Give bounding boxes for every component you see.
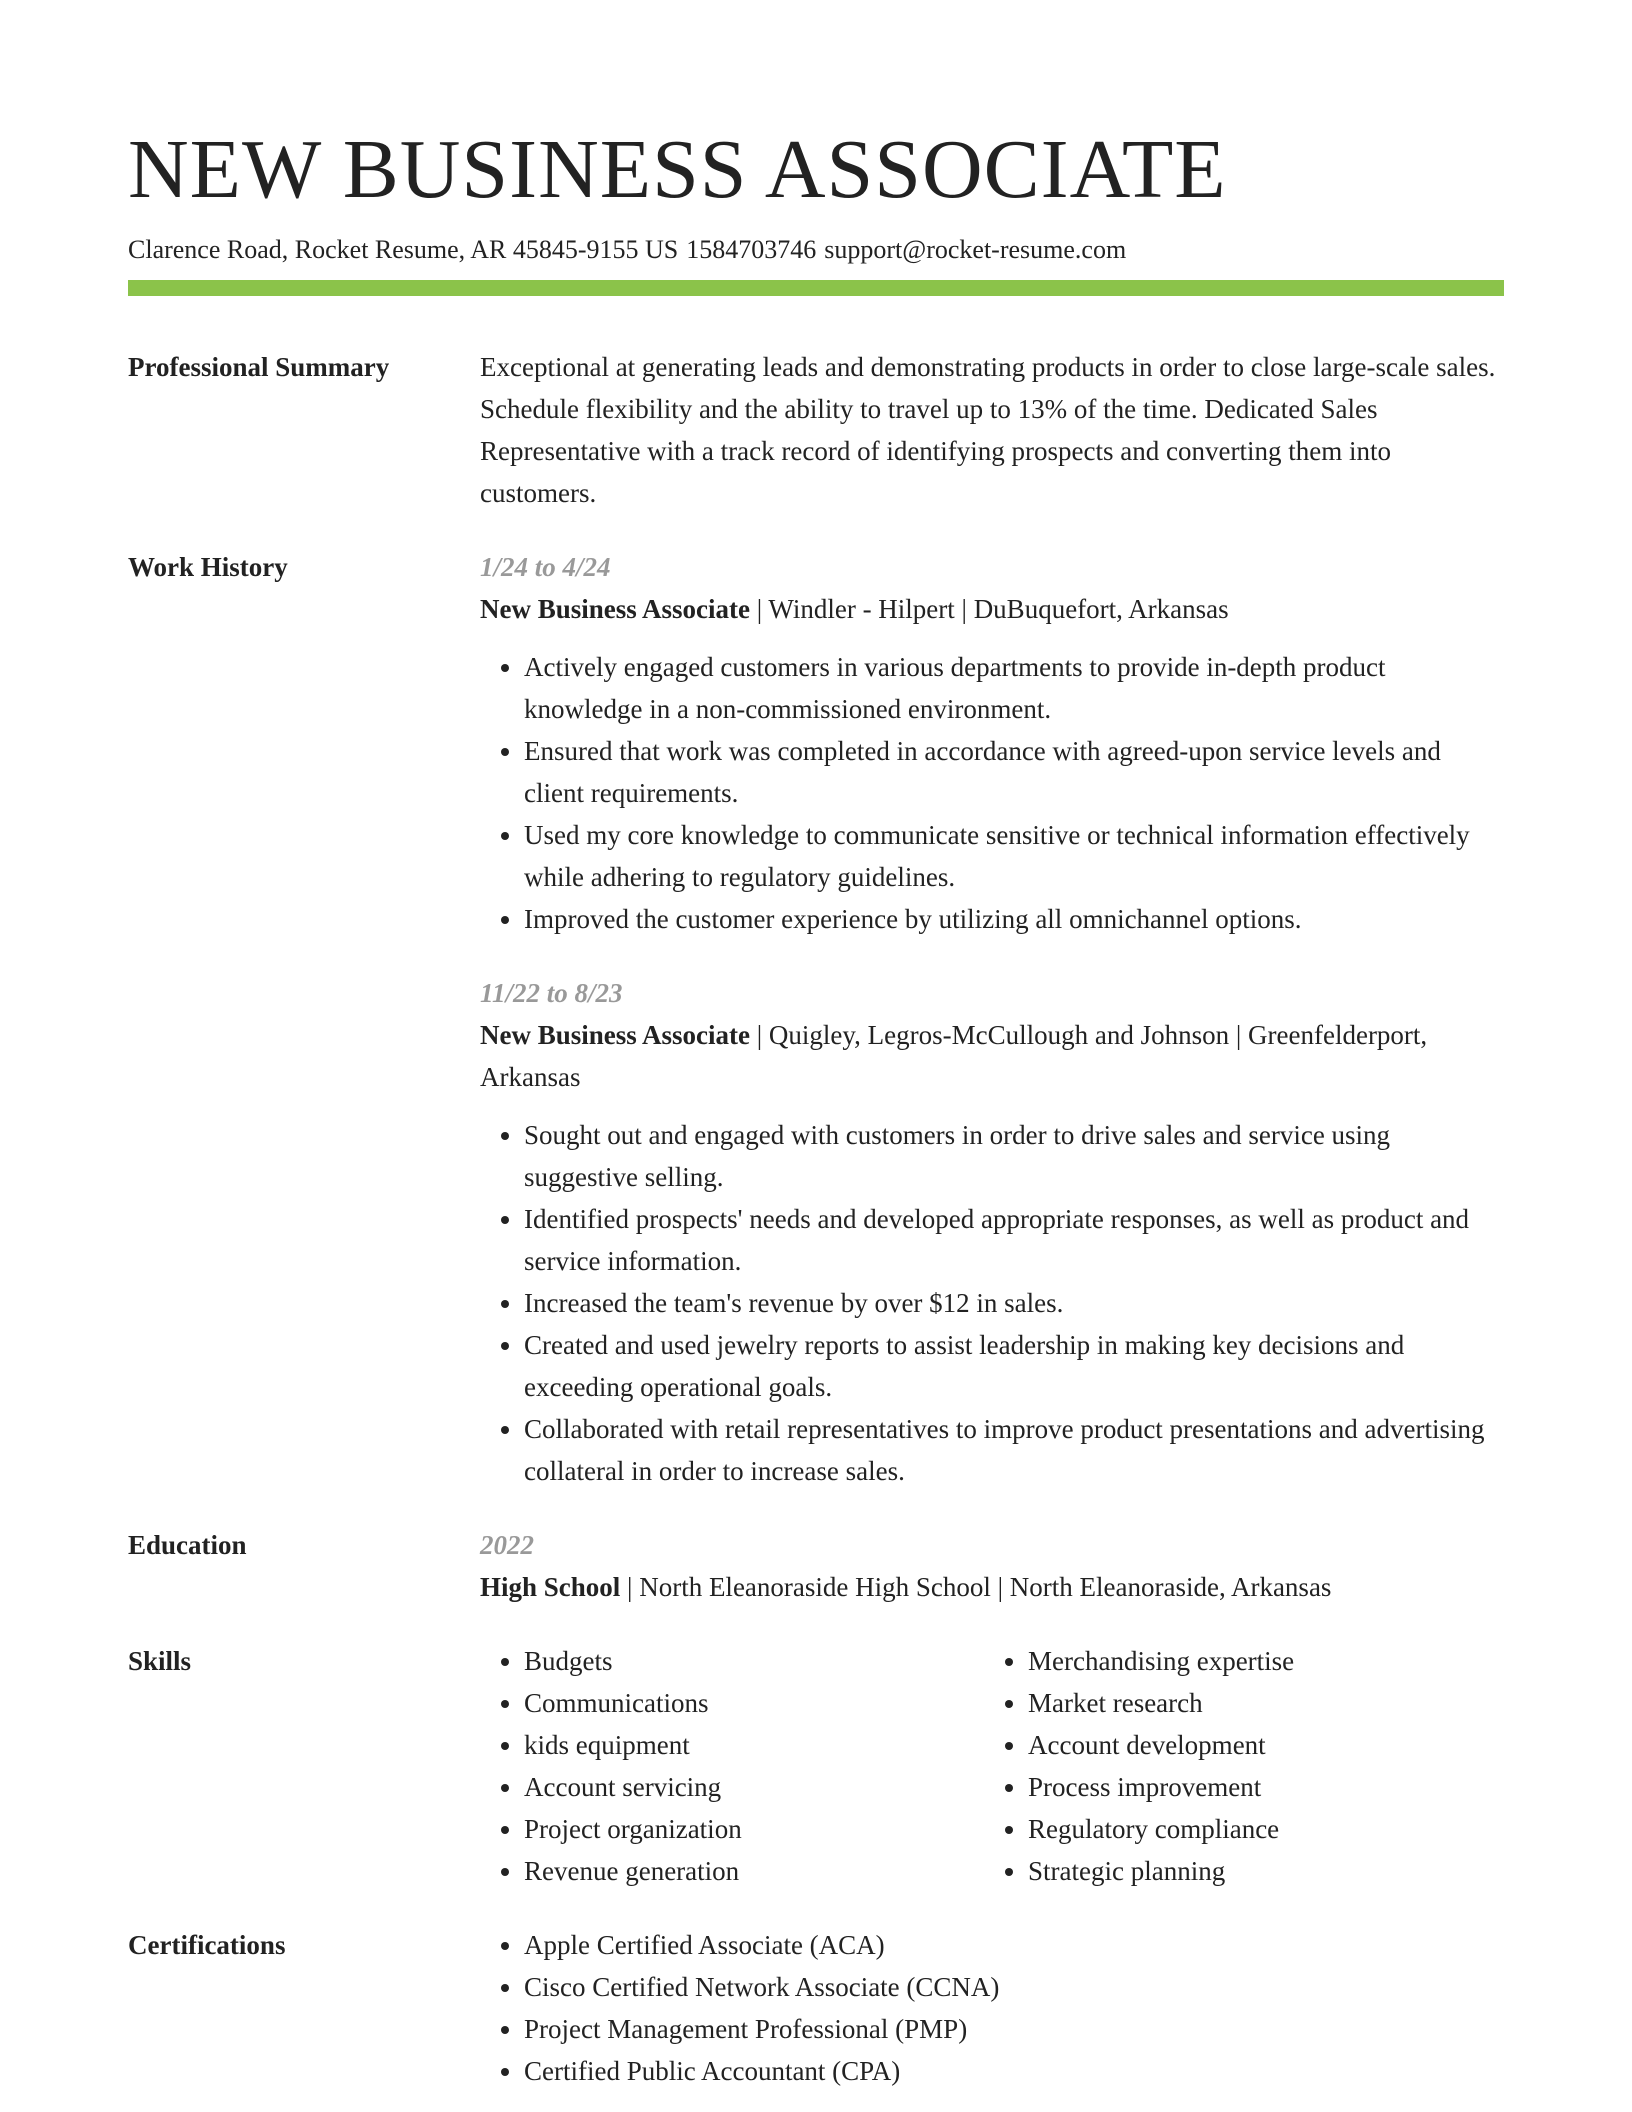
resume-page	[128, 120, 1504, 2092]
work-history-section	[128, 546, 1504, 1492]
skills-label: Skills	[128, 1646, 192, 1676]
list-item: • Process improvement	[1028, 1766, 1488, 1808]
list-item: • Regulatory compliance	[1028, 1808, 1488, 1850]
list-item: • Project Management Professional (PMP)	[524, 2008, 1504, 2050]
list-item: • Account servicing	[524, 1766, 984, 1808]
contact-address: Clarence Road, Rocket Resume, AR 45845-9155 US	[128, 235, 679, 264]
list-item: • Project organization	[524, 1808, 984, 1850]
contact-line	[128, 232, 1504, 268]
job-role-line	[480, 588, 1504, 630]
certifications-list	[480, 1924, 1504, 2092]
skills-columns	[480, 1640, 1504, 1892]
job-dates: 11/22 to 8/23	[480, 978, 623, 1008]
list-item: • Strategic planning	[1028, 1850, 1488, 1892]
list-item: • Increased the team's revenue by over $12 in sales.	[524, 1282, 1504, 1324]
education-degree: High School	[480, 1572, 621, 1602]
list-item: • Used my core knowledge to communicate sensitive or technical information effectively while adhering to regulatory guidelines.	[524, 814, 1504, 898]
list-item: • Collaborated with retail representatives to improve product presentations and advertising collateral in order to increase sales.	[524, 1408, 1504, 1492]
list-item: • Merchandising expertise	[1028, 1640, 1488, 1682]
certifications-label: Certifications	[128, 1930, 286, 1960]
list-item: • Account development	[1028, 1724, 1488, 1766]
education-label: Education	[128, 1530, 247, 1560]
list-item: • Market research	[1028, 1682, 1488, 1724]
education-line	[480, 1566, 1504, 1608]
summary-text: Exceptional at generating leads and demonstrating products in order to close large-scale sales. Schedule flexibility and the ability to travel up to 13% of the time. Dedicated Sales Representative with a track record of identifying prospects and converting them into customers.	[480, 352, 1496, 508]
job-title: New Business Associate	[480, 1020, 751, 1050]
job-dates: 1/24 to 4/24	[480, 552, 611, 582]
job-entry	[480, 546, 1504, 940]
list-item: • Certified Public Accountant (CPA)	[524, 2050, 1504, 2092]
list-item: • Created and used jewelry reports to assist leadership in making key decisions and exceeding operational goals.	[524, 1324, 1504, 1408]
job-title: New Business Associate	[480, 594, 751, 624]
job-details: | Quigley, Legros-McCullough and Johnson | Greenfelderport, Arkansas	[480, 1020, 1428, 1092]
contact-phone: 1584703746	[686, 235, 817, 264]
job-bullets	[480, 646, 1504, 940]
skills-list-left	[480, 1640, 984, 1892]
contact-email: support@rocket-resume.com	[824, 235, 1127, 264]
job-details: | Windler - Hilpert | DuBuquefort, Arkansas	[750, 594, 1229, 624]
list-item: • Budgets	[524, 1640, 984, 1682]
education-details: | North Eleanoraside High School | North Eleanoraside, Arkansas	[620, 1572, 1332, 1602]
list-item: • Communications	[524, 1682, 984, 1724]
list-item: • Cisco Certified Network Associate (CCNA)	[524, 1966, 1504, 2008]
job-role-line	[480, 1014, 1504, 1098]
skills-list-right	[984, 1640, 1488, 1892]
list-item: • Sought out and engaged with customers in order to drive sales and service using suggestive selling.	[524, 1114, 1504, 1198]
job-entry	[480, 972, 1504, 1492]
list-item: • Actively engaged customers in various departments to provide in-depth product knowledge in a non-commissioned environment.	[524, 646, 1504, 730]
summary-section	[128, 346, 1504, 514]
job-bullets	[480, 1114, 1504, 1492]
education-section	[128, 1524, 1504, 1608]
list-item: • Identified prospects' needs and developed appropriate responses, as well as product and service information.	[524, 1198, 1504, 1282]
summary-label: Professional Summary	[128, 352, 390, 382]
skills-section	[128, 1640, 1504, 1892]
list-item: • Ensured that work was completed in accordance with agreed-upon service levels and client requirements.	[524, 730, 1504, 814]
certifications-section	[128, 1924, 1504, 2092]
header-divider	[128, 280, 1504, 296]
work-history-label: Work History	[128, 552, 288, 582]
list-item: • kids equipment	[524, 1724, 984, 1766]
list-item: • Improved the customer experience by utilizing all omnichannel options.	[524, 898, 1504, 940]
resume-name: NEW BUSINESS ASSOCIATE	[128, 123, 1227, 216]
list-item: • Apple Certified Associate (ACA)	[524, 1924, 1504, 1966]
list-item: • Revenue generation	[524, 1850, 984, 1892]
education-year: 2022	[480, 1530, 534, 1560]
